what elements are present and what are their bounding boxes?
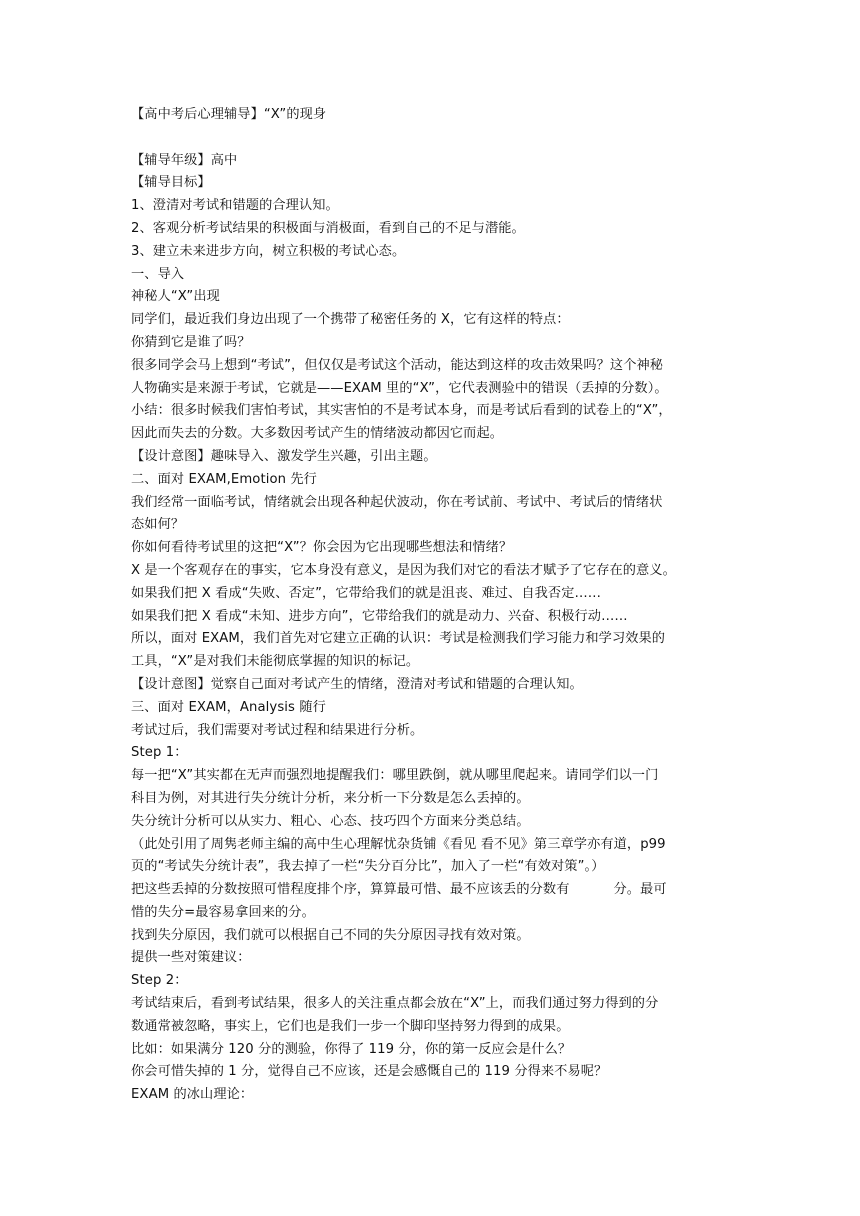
paragraph-line: 找到失分原因，我们就可以根据自己不同的失分原因寻找有效对策。 (131, 927, 530, 943)
paragraph-line: 小结：很多时候我们害怕考试，其实害怕的不是考试本身，而是考试后看到的试卷上的“X”， (131, 403, 672, 419)
paragraph-line: 你如何看待考试里的这把“X”？你会因为它出现哪些想法和情绪？ (131, 540, 513, 556)
goal-item: 2、客观分析考试结果的积极面与消极面，看到自己的不足与潜能。 (131, 220, 525, 236)
paragraph-line: 神秘人“X”出现 (131, 289, 220, 305)
paragraph-line: 我们经常一面临考试，情绪就会出现各种起伏波动，你在考试前、考试中、考试后的情绪状 (131, 494, 663, 510)
paragraph-line: 每一把“X”其实都在无声而强烈地提醒我们：哪里跌倒，就从哪里爬起来。请同学们以一门 (131, 768, 659, 784)
paragraph-line: 如果我们把 X 看成“未知、进步方向”，它带给我们的就是动力、兴奋、积极行动…… (131, 608, 628, 624)
goal-heading: 【辅导目标】 (131, 175, 211, 191)
paragraph-line: 你会可惜失掉的 1 分，觉得自己不应该，还是会感慨自己的 119 分得来不易呢？ (131, 1064, 608, 1080)
paragraph-line: 惜的失分=最容易拿回来的分。 (131, 904, 315, 920)
design-intent: 【设计意图】觉察自己面对考试产生的情绪，澄清对考试和错题的合理认知。 (131, 676, 583, 692)
rank-line (131, 879, 731, 902)
section-heading: 二、面对 EXAM,Emotion 先行 (131, 471, 317, 487)
step-label: Step 1： (131, 745, 188, 761)
rank-line-text: 把这些丢掉的分数按照可惜程度排个序，算算最可惜、最不应该丢的分数有 (131, 882, 570, 898)
rank-line-text: 分。最可 (613, 882, 667, 898)
design-intent: 【设计意图】趣味导入、激发学生兴趣，引出主题。 (131, 448, 437, 464)
paragraph-line: 科目为例，对其进行失分统计分析，来分析一下分数是怎么丢掉的。 (131, 790, 530, 806)
paragraph-line: 因此而失去的分数。大多数因考试产生的情绪波动都因它而起。 (131, 426, 504, 442)
paragraph-line: 页的“考试失分统计表”，我去掉了一栏“失分百分比”，加入了一栏“有效对策”。） (131, 859, 605, 875)
paragraph-line: 比如：如果满分 120 分的测验，你得了 119 分，你的第一反应会是什么？ (131, 1041, 572, 1057)
paragraph-line: 失分统计分析可以从实力、粗心、心态、技巧四个方面来分类总结。 (131, 813, 530, 829)
document-title: 【高中考后心理辅导】“X”的现身 (131, 107, 327, 122)
paragraph-line: 考试过后，我们需要对考试过程和结果进行分析。 (131, 722, 424, 738)
grade-line: 【辅导年级】高中 (131, 152, 238, 168)
paragraph-line: 工具，“X”是对我们未能彻底掌握的知识的标记。 (131, 654, 420, 670)
section-heading: 三、面对 EXAM，Analysis 随行 (131, 699, 326, 715)
paragraph-line: 所以，面对 EXAM，我们首先对它建立正确的认识：考试是检测我们学习能力和学习效果的 (131, 631, 666, 647)
paragraph-line: X 是一个客观存在的事实，它本身没有意义，是因为我们对它的看法才赋予了它存在的意义。 (131, 562, 676, 578)
paragraph-line: 同学们，最近我们身边出现了一个携带了秘密任务的 X，它有这样的特点： (131, 312, 570, 328)
paragraph-line: EXAM 的冰山理论： (131, 1087, 254, 1103)
goal-item: 3、建立未来进步方向，树立积极的考试心态。 (131, 243, 406, 259)
paragraph-line: 很多同学会马上想到“考试”，但仅仅是考试这个活动，能达到这样的攻击效果吗？这个神秘 (131, 357, 664, 373)
paragraph-line: 提供一些对策建议： (131, 950, 251, 966)
step-label: Step 2： (131, 973, 188, 989)
paragraph-line: （此处引用了周隽老师主编的高中生心理解忧杂货铺《看见 看不见》第三章学亦有道，p99 (131, 836, 666, 852)
paragraph-line: 态如何？ (131, 517, 185, 533)
document-page (131, 104, 731, 1107)
goal-item: 1、澄清对考试和错题的合理认知。 (131, 198, 339, 214)
section-heading: 一、导入 (131, 266, 185, 282)
paragraph-line: 数通常被忽略，事实上，它们也是我们一步一个脚印坚持努力得到的成果。 (131, 1018, 570, 1034)
paragraph-line: 如果我们把 X 看成“失败、否定”，它带给我们的就是沮丧、难过、自我否定…… (131, 585, 602, 601)
paragraph-line: 考试结束后，看到考试结果，很多人的关注重点都会放在“X”上，而我们通过努力得到的分 (131, 996, 659, 1012)
paragraph-line: 人物确实是来源于考试，它就是——EXAM 里的“X”，它代表测验中的错误（丢掉的分数）。 (131, 380, 668, 396)
paragraph-line: 你猜到它是谁了吗？ (131, 334, 251, 350)
blank-line (131, 127, 731, 150)
